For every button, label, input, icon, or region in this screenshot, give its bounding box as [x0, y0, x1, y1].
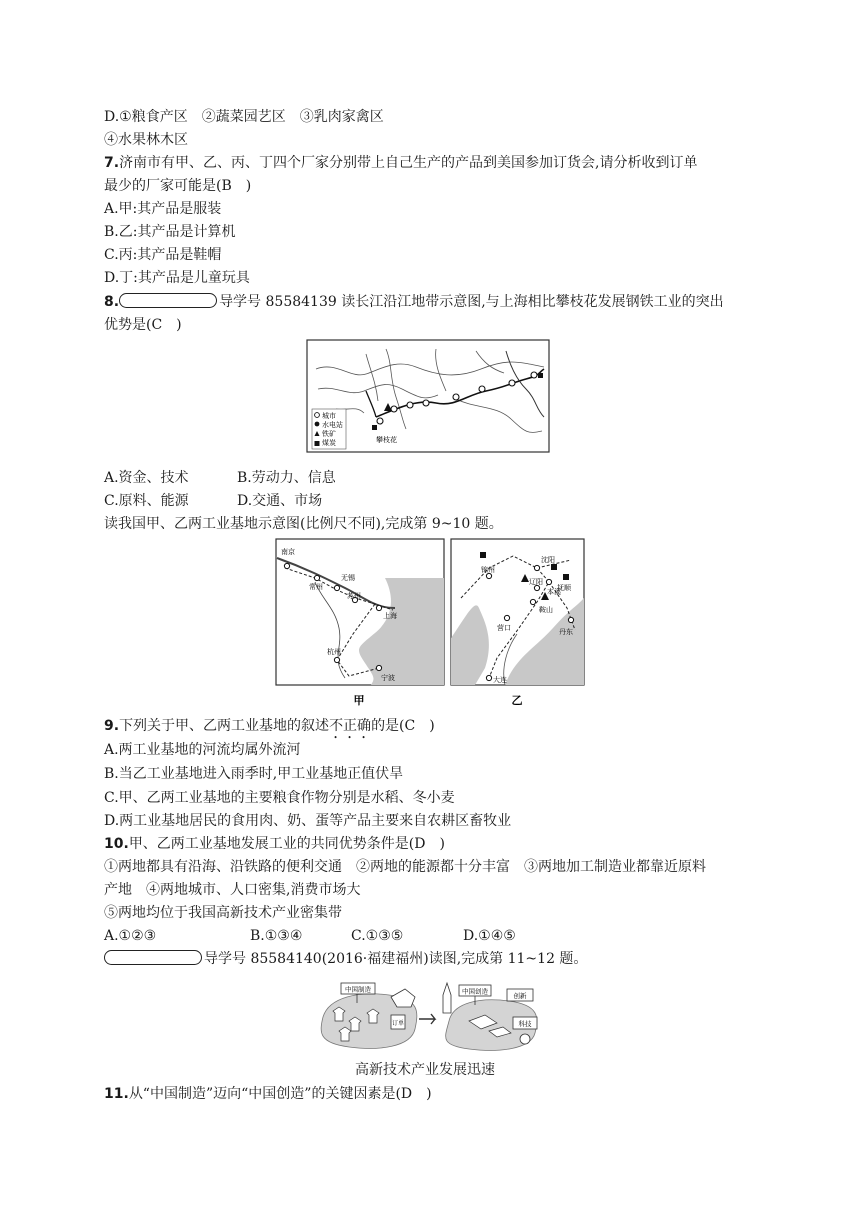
- q8-option-d: D.交通、市场: [237, 493, 323, 509]
- question-text: 导学号 85584139 读长江沿江地带示意图,与上海相比攀枝花发展钢铁工业的突出: [219, 294, 724, 310]
- technology-tag: 科技: [518, 1020, 532, 1028]
- guide-number-box: [119, 293, 217, 308]
- order-tag: 订单: [391, 1020, 405, 1027]
- hydropower-legend-symbol: [315, 422, 320, 427]
- q8-option-a: A.资金、技术: [104, 470, 189, 486]
- q8-option-c: C.原料、能源: [104, 493, 189, 509]
- map-yi-label: 乙: [511, 694, 523, 707]
- jia-city-label: 杭州: [327, 648, 341, 656]
- question-number: 10.: [104, 836, 129, 852]
- figure-caption: 高新技术产业发展迅速: [355, 1062, 495, 1078]
- q6-option-d-line1: D.①粮食产区 ②蔬菜园艺区 ③乳肉家禽区: [104, 109, 384, 125]
- question-number: 9.: [104, 718, 120, 734]
- question-text: 济南市有甲、乙、丙、丁四个厂家分别带上自己生产的产品到美国参加订货会,请分析收到订单: [119, 155, 698, 171]
- question-number: 11.: [104, 1086, 129, 1102]
- intro-text: 导学号 85584140(2016·福建福州)读图,完成第 11~12 题。: [204, 951, 588, 967]
- q6-option-d-line2: ④水果林木区: [104, 132, 188, 148]
- q9-option-a: A.两工业基地的河流均属外流河: [104, 742, 301, 758]
- guide-number-box: [104, 950, 202, 965]
- legend-hydropower: 水电站: [322, 421, 343, 429]
- industrial-bases-svg: [275, 538, 585, 710]
- q10-option-c: C.①③⑤: [351, 928, 404, 944]
- innovation-illustration-svg: [319, 977, 541, 1055]
- question-8: [104, 292, 724, 312]
- yi-city-label: 本溪: [547, 588, 561, 596]
- made-in-china-sign: 中国制造: [345, 985, 371, 994]
- q10-options: [104, 926, 516, 946]
- q10-option-b: B.①③④: [250, 928, 303, 944]
- q7-option-b: B.乙:其产品是计算机: [104, 224, 236, 240]
- q7-option-d: D.丁:其产品是儿童玩具: [104, 270, 250, 286]
- city-legend-symbol: [315, 413, 320, 418]
- yi-city-label: 锦州: [481, 566, 495, 574]
- q7-option-a: A.甲:其产品是服装: [104, 201, 222, 217]
- intro-9-10: 读我国甲、乙两工业基地示意图(比例尺不同),完成第 9~10 题。: [104, 516, 503, 532]
- question-text: 下列关于甲、乙两工业基地的叙述: [119, 718, 330, 734]
- question-text-end: 的是(C ): [371, 718, 435, 734]
- question-7: [104, 153, 698, 173]
- question-9: [104, 716, 435, 742]
- jia-city-label: 南京: [281, 548, 295, 556]
- legend-city: 城市: [322, 412, 336, 420]
- question-text: 甲、乙两工业基地发展工业的共同优势条件是(D ): [128, 836, 445, 852]
- jia-city-label: 无锡: [341, 574, 355, 582]
- q7-option-c: C.丙:其产品是鞋帽: [104, 247, 222, 263]
- yi-city-label: 大连: [493, 676, 507, 684]
- legend-iron: 铁矿: [322, 430, 336, 438]
- q9-option-b: B.当乙工业基地进入雨季时,甲工业基地正值伏旱: [104, 766, 404, 782]
- question-11: [104, 1084, 432, 1104]
- q8-option-b: B.劳动力、信息: [237, 470, 336, 486]
- yangtze-map: [306, 339, 550, 453]
- panzhihua-label: 攀枝花: [376, 436, 397, 444]
- question-10-line3: 产地 ④两地城市、人口密集,消费市场大: [104, 882, 361, 898]
- question-10: [104, 834, 445, 854]
- legend-coal: 煤炭: [322, 439, 336, 447]
- coal-legend-symbol: [315, 441, 320, 446]
- yi-city-label: 沈阳: [541, 556, 555, 564]
- industrial-bases-map: [275, 538, 585, 710]
- question-number: 7.: [104, 155, 120, 171]
- q10-option-a: A.①②③: [104, 928, 157, 944]
- yangtze-map-svg: [306, 339, 550, 453]
- innovation-illustration: [319, 977, 541, 1055]
- created-in-china-sign: 中国创造: [462, 987, 488, 996]
- emphasized-text: 不正确: [329, 718, 372, 734]
- question-8-line2: 优势是(C ): [104, 317, 182, 333]
- jia-city-label: 苏州: [347, 592, 361, 600]
- map-jia-label: 甲: [353, 694, 365, 707]
- question-7-line2: 最少的厂家可能是(B ): [104, 178, 252, 194]
- yi-city-label: 丹东: [559, 628, 573, 636]
- q9-option-c: C.甲、乙两工业基地的主要粮食作物分别是水稻、冬小麦: [104, 790, 455, 806]
- yi-city-label: 鞍山: [539, 606, 553, 614]
- innovation-tag: 创新: [513, 992, 527, 1000]
- jia-city-label: 宁波: [381, 674, 395, 682]
- question-10-line2: ①两地都具有沿海、沿铁路的便利交通 ②两地的能源都十分丰富 ③两地加工制造业都靠近原料: [104, 859, 706, 875]
- question-number: 8.: [104, 294, 120, 310]
- yi-city-label: 抚顺: [557, 584, 571, 592]
- q9-option-d: D.两工业基地居民的食用肉、奶、蛋等产品主要来自农耕区畜牧业: [104, 813, 512, 829]
- q8-options-row1: [104, 468, 336, 488]
- jia-city-label: 常州: [309, 583, 323, 591]
- q10-option-d: D.①④⑤: [463, 928, 516, 944]
- q8-options-row2: [104, 491, 322, 511]
- jia-city-label: 上海: [383, 612, 397, 620]
- yi-city-label: 营口: [497, 624, 511, 632]
- question-text: 从“中国制造”迈向“中国创造”的关键因素是(D ): [128, 1086, 432, 1102]
- yi-city-label: 辽阳: [529, 578, 543, 586]
- question-10-line4: ⑤两地均位于我国高新技术产业密集带: [104, 905, 342, 921]
- intro-11-12: [104, 949, 587, 969]
